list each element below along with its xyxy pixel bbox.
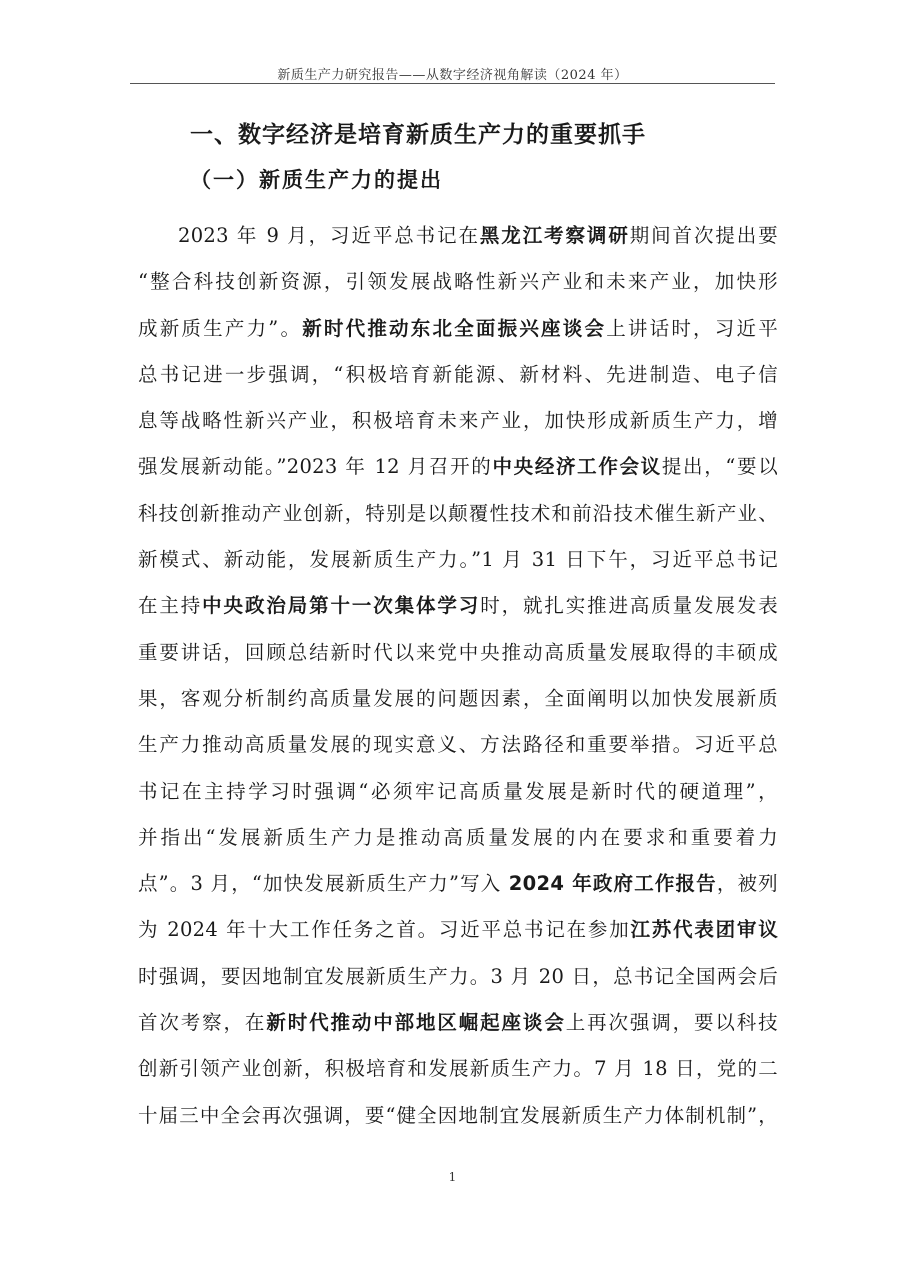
text-run: 期间首次提出要	[629, 224, 778, 247]
running-header: 新质生产力研究报告——从数字经济视角解读（2024 年）	[277, 68, 628, 83]
text-line	[138, 491, 778, 537]
text-line	[138, 1000, 778, 1046]
text-run: ，被列	[716, 872, 778, 896]
text-run: 上再次强调，要以科技	[565, 1011, 778, 1035]
text-line	[138, 815, 778, 861]
text-line	[138, 537, 778, 583]
text-run: 成新质生产力”。	[138, 316, 303, 340]
subsection-heading: （一）新质生产力的提出	[190, 168, 443, 192]
text-line	[138, 907, 778, 953]
text-run: 总书记进一步强调，“积极培育新能源、新材料、先进制造、电子信	[138, 362, 778, 386]
text-run: 息等战略性新兴产业，积极培育未来产业，加快形成新质生产力，增	[138, 409, 778, 433]
text-line	[138, 954, 778, 1000]
text-run: 时，就扎实推进高质量发展发表	[480, 594, 779, 618]
section-heading: 一、数字经济是培育新质生产力的重要抓手	[190, 122, 646, 148]
text-run: 强发展新动能。”2023 年 12 月召开的	[138, 455, 493, 479]
text-run: 科技创新推动产业创新，特别是以颠覆性技术和前沿技术催生新产业、	[138, 501, 778, 525]
text-line	[138, 722, 778, 768]
text-line	[138, 444, 778, 490]
text-line	[138, 769, 778, 815]
text-run: 十届三中全会再次强调，要“健全因地制宜发展新质生产力体制机制”，	[138, 1103, 778, 1127]
emphasized-term: 2024 年政府工作报告	[508, 872, 717, 896]
text-line	[138, 1046, 778, 1092]
text-run: 书记在主持学习时强调“必须牢记高质量发展是新时代的硬道理”，	[138, 779, 778, 803]
text-line	[138, 259, 778, 305]
text-run: 生产力推动高质量发展的现实意义、方法路径和重要举措。习近平总	[138, 733, 778, 757]
emphasized-term: 中央政治局第十一次集体学习	[202, 594, 481, 618]
text-line	[138, 352, 778, 398]
text-run: 果，客观分析制约高质量发展的问题因素，全面阐明以加快发展新质	[138, 686, 778, 710]
emphasized-term: 黑龙江考察调研	[479, 224, 630, 247]
text-run: 首次考察，在	[138, 1011, 267, 1035]
page-number: 1	[448, 1170, 457, 1184]
header-divider	[130, 83, 775, 84]
text-line	[138, 630, 778, 676]
text-line	[138, 1093, 778, 1139]
text-run: 重要讲话，回顾总结新时代以来党中央推动高质量发展取得的丰硕成	[138, 640, 778, 664]
text-run: 并指出“发展新质生产力是推动高质量发展的内在要求和重要着力	[138, 825, 778, 849]
text-run: “整合科技创新资源，引领发展战略性新兴产业和未来产业，加快形	[138, 270, 778, 294]
emphasized-term: 中央经济工作会议	[492, 455, 662, 479]
text-line	[138, 861, 778, 907]
text-run: 2023 年 9 月，习近平总书记在	[178, 224, 480, 247]
text-line	[138, 398, 778, 444]
text-run: 上讲话时，习近平	[606, 316, 779, 340]
body-paragraph	[138, 213, 778, 1139]
text-line	[138, 676, 778, 722]
text-line	[138, 213, 778, 259]
text-run: 时强调，要因地制宜发展新质生产力。3 月 20 日，总书记全国两会后	[138, 964, 778, 988]
emphasized-term: 新时代推动中部地区崛起座谈会	[266, 1011, 566, 1035]
text-run: 点”。3 月，“加快发展新质生产力”写入	[138, 872, 509, 896]
text-run: 新模式、新动能，发展新质生产力。”1 月 31 日下午，习近平总书记	[138, 548, 778, 572]
text-line	[138, 583, 778, 629]
text-run: 创新引领产业创新，积极培育和发展新质生产力。7 月 18 日，党的二	[138, 1057, 778, 1081]
text-run: 为 2024 年十大工作任务之首。习近平总书记在参加	[138, 918, 631, 942]
text-run: 在主持	[138, 594, 203, 618]
emphasized-term: 江苏代表团审议	[630, 918, 778, 942]
text-line	[138, 306, 778, 352]
text-run: 提出，“要以	[661, 455, 778, 479]
emphasized-term: 新时代推动东北全面振兴座谈会	[302, 316, 607, 340]
